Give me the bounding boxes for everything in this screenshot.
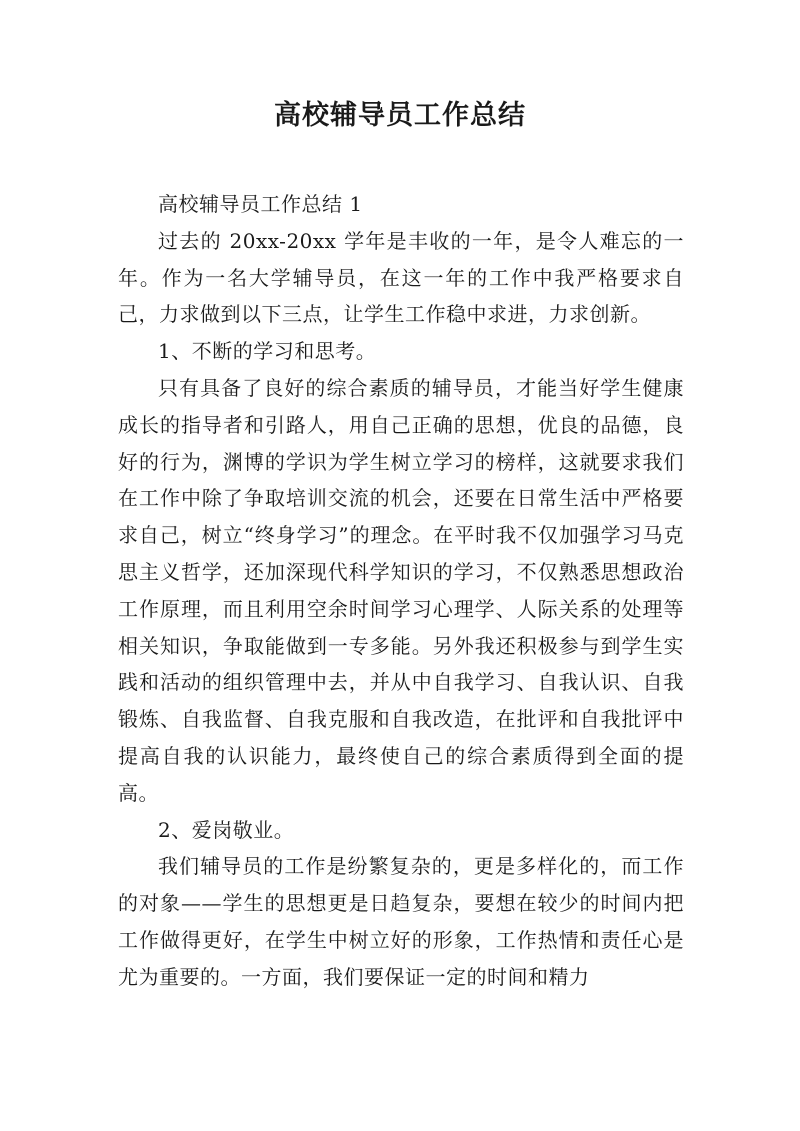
- point-2-paragraph: 我们辅导员的工作是纷繁复杂的，更是多样化的，而工作的对象——学生的思想更是日趋复杂，要想在较少的时间内把工作做得更好，在学生中树立好的形象，工作热情和责任心是尤为重要的。一方面，我们要保证一定的时间和精力: [118, 854, 684, 989]
- document-body: [118, 186, 684, 996]
- document-title: 高校辅导员工作总结: [274, 100, 526, 131]
- point-1-paragraph: 只有具备了良好的综合素质的辅导员，才能当好学生健康成长的指导者和引路人，用自己正确的思想，优良的品德，良好的行为，渊博的学识为学生树立学习的榜样，这就要求我们在工作中除了争取培训交流的机会，还要在日常生活中严格要求自己，树立“终身学习”的理念。在平时我不仅加强学习马克思主义哲学，还加深现代科学知识的学习，不仅熟悉思想政治工作原理，而且利用空余时间学习心理学、人际关系的处理等相关知识，争取能做到一专多能。另外我还积极参与到学生实践和活动的组织管理中去，并从中自我学习、自我认识、自我锻炼、自我监督、自我克服和自我改造，在批评和自我批评中提高自我的认识能力，最终使自己的综合素质得到全面的提高。: [118, 375, 684, 805]
- point-2-heading: 2、爱岗敬业。: [158, 817, 295, 842]
- intro-paragraph: 过去的 20xx-20xx 学年是丰收的一年，是令人难忘的一年。作为一名大学辅导员，在这一年的工作中我严格要求自己，力求做到以下三点，让学生工作稳中求进，力求创新。: [118, 228, 684, 327]
- point-1-heading: 1、不断的学习和思考。: [158, 339, 377, 364]
- section-heading: 高校辅导员工作总结 1: [158, 192, 363, 216]
